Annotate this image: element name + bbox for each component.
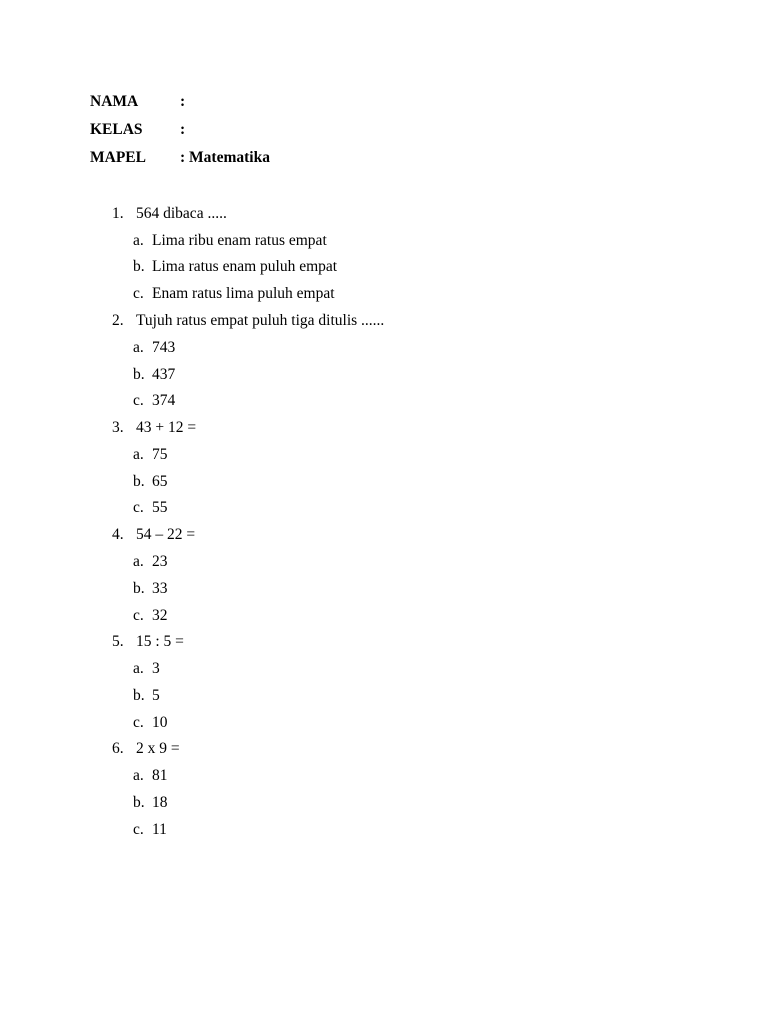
question-number: 6.	[112, 740, 124, 758]
option-text: 23	[152, 552, 168, 570]
question-item	[112, 311, 712, 338]
option-text: 3	[152, 660, 160, 677]
question-text: Tujuh ratus empat puluh tiga ditulis ......	[136, 312, 385, 330]
option-letter: a.	[133, 231, 144, 249]
option-text: Lima ratus enam puluh empat	[152, 258, 338, 276]
question-item	[112, 739, 712, 766]
answer-option	[112, 820, 712, 847]
answer-option	[112, 606, 712, 633]
answer-option	[112, 659, 712, 686]
header-row-kelas	[90, 120, 270, 148]
answer-option	[112, 445, 712, 472]
option-letter: c.	[133, 392, 144, 410]
question-number: 3.	[112, 419, 124, 437]
option-letter: c.	[133, 606, 144, 624]
option-text: 11	[152, 820, 167, 838]
option-letter: a.	[133, 660, 144, 677]
answer-option	[112, 686, 712, 713]
answer-option	[112, 552, 712, 579]
option-text: 81	[152, 767, 168, 785]
kelas-value: :	[180, 121, 186, 138]
header-row-nama	[90, 92, 270, 120]
option-letter: c.	[133, 285, 144, 303]
option-text: 65	[152, 472, 168, 490]
answer-option	[112, 793, 712, 820]
question-number: 4.	[112, 526, 124, 544]
answer-option	[112, 766, 712, 793]
question-text: 564 dibaca .....	[136, 205, 227, 222]
question-number: 1.	[112, 205, 124, 222]
option-letter: b.	[133, 793, 145, 811]
option-letter: a.	[133, 445, 144, 463]
question-list	[112, 204, 712, 846]
option-letter: b.	[133, 579, 145, 597]
option-letter: a.	[133, 338, 144, 356]
student-info-header	[90, 92, 270, 176]
option-letter: b.	[133, 365, 145, 383]
option-letter: c.	[133, 713, 144, 731]
option-text: 10	[152, 713, 168, 731]
option-letter: a.	[133, 767, 144, 785]
option-text: Enam ratus lima puluh empat	[152, 285, 335, 303]
option-text: 374	[152, 392, 176, 410]
answer-option	[112, 365, 712, 392]
answer-option	[112, 472, 712, 499]
option-text: Lima ribu enam ratus empat	[152, 231, 327, 249]
question-item	[112, 632, 712, 659]
option-text: 18	[152, 793, 168, 811]
question-text: 15 : 5 =	[136, 633, 184, 651]
answer-option	[112, 338, 712, 365]
answer-option	[112, 579, 712, 606]
nama-value: :	[180, 93, 186, 110]
option-letter: a.	[133, 552, 144, 570]
question-number: 5.	[112, 633, 124, 651]
option-letter: c.	[133, 499, 144, 517]
option-letter: c.	[133, 820, 144, 838]
question-number: 2.	[112, 312, 124, 330]
question-item	[112, 204, 712, 231]
question-item	[112, 525, 712, 552]
option-letter: b.	[133, 472, 145, 490]
option-text: 5	[152, 686, 160, 704]
question-item	[112, 418, 712, 445]
kelas-label: KELAS	[90, 121, 143, 138]
option-text: 55	[152, 499, 168, 517]
answer-option	[112, 231, 712, 258]
question-text: 2 x 9 =	[136, 740, 180, 758]
answer-option	[112, 713, 712, 740]
option-text: 75	[152, 445, 168, 463]
option-letter: b.	[133, 258, 145, 276]
nama-label: NAMA	[90, 93, 139, 110]
header-row-mapel	[90, 148, 270, 176]
option-text: 437	[152, 365, 176, 383]
option-text: 33	[152, 579, 168, 597]
answer-option	[112, 498, 712, 525]
answer-option	[112, 391, 712, 418]
answer-option	[112, 284, 712, 311]
question-text: 54 – 22 =	[136, 526, 196, 544]
option-letter: b.	[133, 686, 145, 704]
option-text: 743	[152, 338, 176, 356]
mapel-label: MAPEL	[90, 149, 146, 166]
option-text: 32	[152, 606, 168, 624]
question-text: 43 + 12 =	[136, 419, 197, 437]
mapel-value: : Matematika	[180, 149, 270, 166]
answer-option	[112, 257, 712, 284]
